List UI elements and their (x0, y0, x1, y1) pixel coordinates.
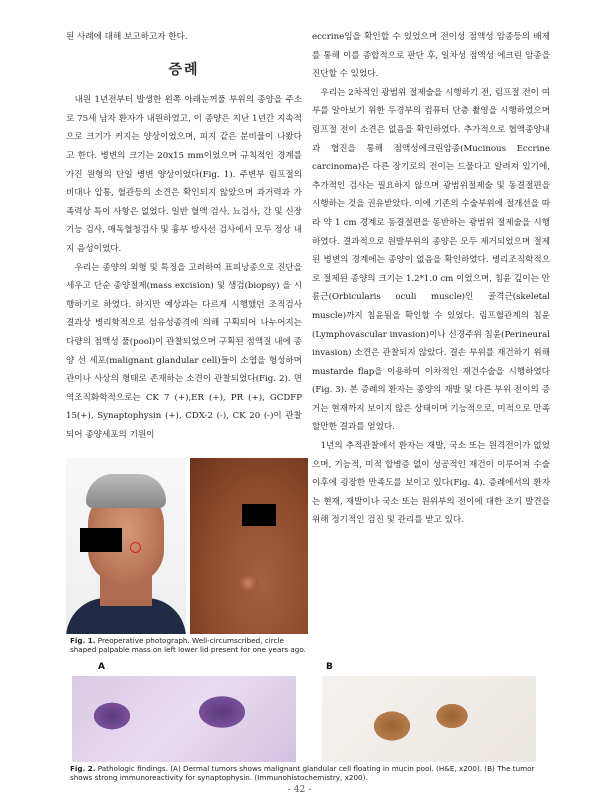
panel-b-label: B (326, 662, 333, 672)
panel-a-label: A (98, 662, 105, 672)
eye-censor-bar (80, 528, 122, 552)
case-paragraph-4: 우리는 2차적인 광범위 절제술을 시행하기 전, 림프절 전이 여부를 알아보기 위한 두경부의 컴퓨터 단층 촬영을 시행하였으며 림프절 전이 소견은 없음을 확인하였다. 추가적으로 협액종양내과 협진을 통해 점액성에크린암종(Mucinous Eccrine carcinoma)은 다른 장기로의 전이는 드물다고 알려져 있기에, 추가적인 검사는 필요하지 않으며 광범위절제술 및 동결절편을 시행하는 것을 권유받았다. 이에 기존의 수술부위에 절개선을 따라 약 1 cm 경계로 동결절편을 동반하는 광범위 절제술을 시행하였다. 결과적으로 원발부위의 종양은 모두 제거되었으며 절제된 병변의 경계에는 종양이 없음을 확인하였다. 병리조직학적으로 절제된 종양의 크기는 1.2*1.0 cm 이었으며, 침윤 깊이는 안륜근(Orbicularis oculi muscle)인 골격근(skeletal muscle)까지 침윤됨을 확인할 수 있었다. 림프혈관계의 침윤(Lymphovascular invasion)이나 신경주위 침윤(Perineural invasion) 소견은 관찰되지 않았다. 결손 부위를 재건하기 위해 mustarde flap을 이용하여 이차적인 재건수술을 시행하였다(Fig. 3). 본 증례의 환자는 종양의 재발 및 다른 부위 전이의 증거는 현재까지 보이지 않은 상태이며 기능적으로, 미적으로 만족할만한 결과를 얻었다. (312, 87, 550, 433)
figure-2-caption (70, 764, 540, 782)
figure-1-caption-text: Preoperative photograph. Well-circumscribed, circle shaped palpable mass on left lower lid present for one years ago. (70, 636, 306, 654)
lesion-nodule (238, 576, 258, 590)
figure-1-caption (70, 636, 310, 654)
figure-2-label: Fig. 2. (70, 764, 96, 773)
lesion-closeup-photo (190, 458, 308, 634)
right-column (312, 28, 550, 530)
case-paragraph-5: 1년의 추적관찰에서 환자는 재발, 국소 또는 원격전이가 없었으며, 기능적, 미적 합병증 없이 성공적인 재건이 이루어져 수술 이후에 굉장한 만족도를 보이고 있다(Fig. 4). 증례에서의 환자는 현재, 재발이나 국소 또는 원위부의 전이에 대한 조기 발견을 위해 정기적인 검진 및 관리를 받고 있다. (312, 441, 550, 526)
figure-2-caption-text: Pathologic findings. (A) Dermal tumors shows malignant glandular cell floating in mucin pool. (H&E, x200). (B) The tumor shows strong immunoreactivity for synaptophysin. (Immunohistochemistry, x200). (70, 764, 535, 782)
histology-panel-b (322, 676, 536, 762)
case-paragraph-3: eccrine임을 확인할 수 있었으며 전이성 점액성 암종등의 배제를 통해 이를 종합적으로 판단 후, 일차성 점액성 에크린 암종을 진단할 수 있었다. (312, 32, 550, 80)
left-column (66, 28, 302, 444)
figure-1 (66, 458, 312, 634)
eye-censor-bar-closeup (242, 504, 276, 526)
figure-1-label: Fig. 1. (70, 636, 96, 645)
lesion-circle-marker (130, 542, 141, 553)
page-number: - 42 - (287, 785, 312, 795)
case-paragraph-1: 내원 1년전부터 발생한 왼쪽 아래눈꺼풀 부위의 종양을 주소로 75세 남자 환자가 내원하였고, 이 종양은 지난 1년간 지속적으로 크기가 커지는 양상이었으며, 피지 같은 분비물이 나왔다고 한다. 병변의 크기는 20x15 mm이었으며 규칙적인 경계를 가진 원형의 단일 병변 양상이었다(Fig. 1). 주변부 림프절의 비대나 압통, 혈관등의 소견은 확인되지 않았으며 과거력과 가족력상 특이 사항은 없었다. 일반 혈액 검사, 뇨검사, 간 및 신장기능 검사, 매독혈청검사 및 흉부 방사선 검사에서 모두 정상 내지 음성이었다. (66, 95, 302, 254)
patient-face-photo (66, 458, 186, 634)
section-heading: 증례 (168, 61, 200, 78)
intro-sentence: 된 사례에 대해 보고하고자 한다. (66, 32, 188, 42)
histology-panel-a (72, 676, 296, 762)
case-paragraph-2: 우리는 종양의 외형 및 특징을 고려하여 표피낭종으로 진단을 세우고 단순 종양절제(mass excision) 및 생검(biopsy) 을 시행하기로 하였다. 하지만 예상과는 다르게 시행했던 조직검사 결과상 병리학적으로 섬유성종격에 의해 구획되어 나누어지는 다량의 점액성 풀(pool)이 관찰되었으며 구획된 점액질 내에 종양 선 세포(malignant glandular cell)들이 소엽을 형성하며 관이나 사상의 형태로 존재하는 소견이 관찰되었다(Fig. 2). 면역조직화학적으로는 CK 7 (+),ER (+), PR (+), GCDFP 15(+), Synaptophysin (+), CDX-2 (-), CK 20 (-)이 관찰되어 종양세포의 기원이 (66, 262, 302, 440)
